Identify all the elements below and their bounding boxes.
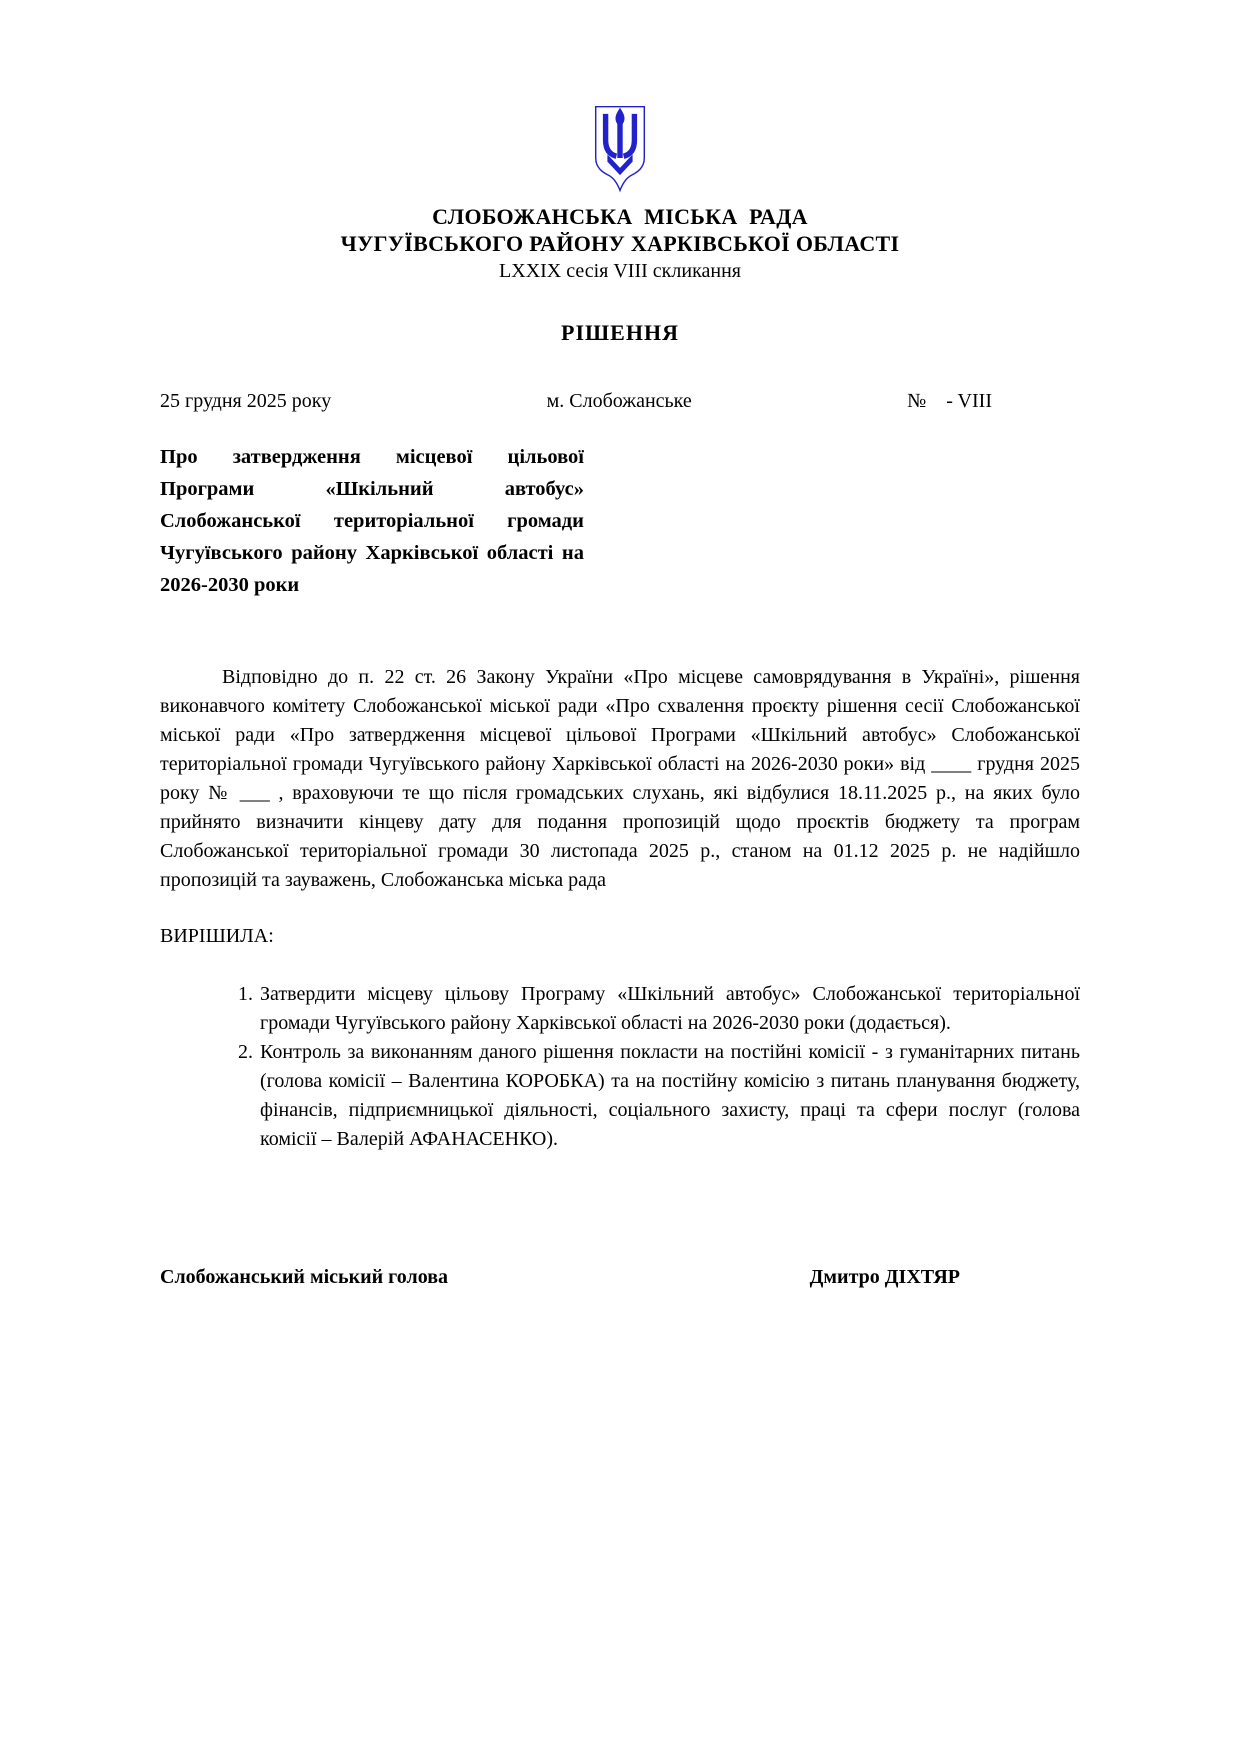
document-date: 25 грудня 2025 року — [160, 390, 332, 412]
signature-row — [160, 1266, 1080, 1289]
document-place: м. Слобожанське — [546, 390, 692, 412]
signature-name: Дмитро ДІХТЯР — [809, 1266, 960, 1288]
decision-item-1: 1. Затвердити місцеву цільову Програму «Шкільний автобус» Слобожанської територіальної громади Чугуївського району Харківської області на 2026-2030 роки (додається). — [258, 980, 1080, 1038]
preamble-paragraph: Відповідно до п. 22 ст. 26 Закону України «Про місцеве самоврядування в Україні», рішення виконавчого комітету Слобожанської міської ради «Про схвалення проєкту рішення сесії Слобожанської міської ради «Про затвердження місцевої цільової Програми «Шкільний автобус» Слобожанської територіальної громади Чугуївського району Харківської області на 2026-2030 роки» від ____ грудня 2025 року № ___ , враховуючи те що після громадських слухань, які відбулися 18.11.2025 р., на яких було прийнято визначити кінцеву дату для подання пропозицій щодо проєктів бюджету та програм Слобожанської територіальної громади 30 листопада 2025 р., станом на 01.12 2025 р. не надійшло пропозицій та зауважень, Слобожанська міська рада — [160, 666, 1080, 891]
document-type-title: РІШЕННЯ — [561, 320, 679, 345]
session-line: LXXIX сесія VIII скликання — [499, 260, 741, 282]
org-name-line-1: СЛОБОЖАНСЬКА МІСЬКА РАДА — [432, 204, 808, 229]
resolution-word: ВИРІШИЛА: — [160, 925, 274, 947]
ukraine-trident-icon — [591, 104, 649, 199]
decision-list — [160, 980, 1080, 1154]
signature-title: Слобожанський міський голова — [160, 1266, 448, 1288]
org-name-line-2: ЧУГУЇВСЬКОГО РАЙОНУ ХАРКІВСЬКОЇ ОБЛАСТІ — [340, 231, 900, 256]
document-header — [0, 104, 1240, 284]
document-number: № - VIII — [907, 390, 992, 412]
meta-row — [160, 390, 1080, 413]
decision-item-2: 2. Контроль за виконанням даного рішення покласти на постійні комісії - з гуманітарних питань (голова комісії – Валентина КОРОБКА) та на постійну комісію з питань планування бюджету, фінансів, підприємницької діяльності, соціального захисту, праці та сфери послуг (голова комісії – Валерій АФАНАСЕНКО). — [258, 1038, 1080, 1154]
subject-heading: Про затвердження місцевої цільової Програми «Шкільний автобус» Слобожанської територіальної громади Чугуївського району Харківської області на 2026-2030 роки — [160, 446, 584, 596]
